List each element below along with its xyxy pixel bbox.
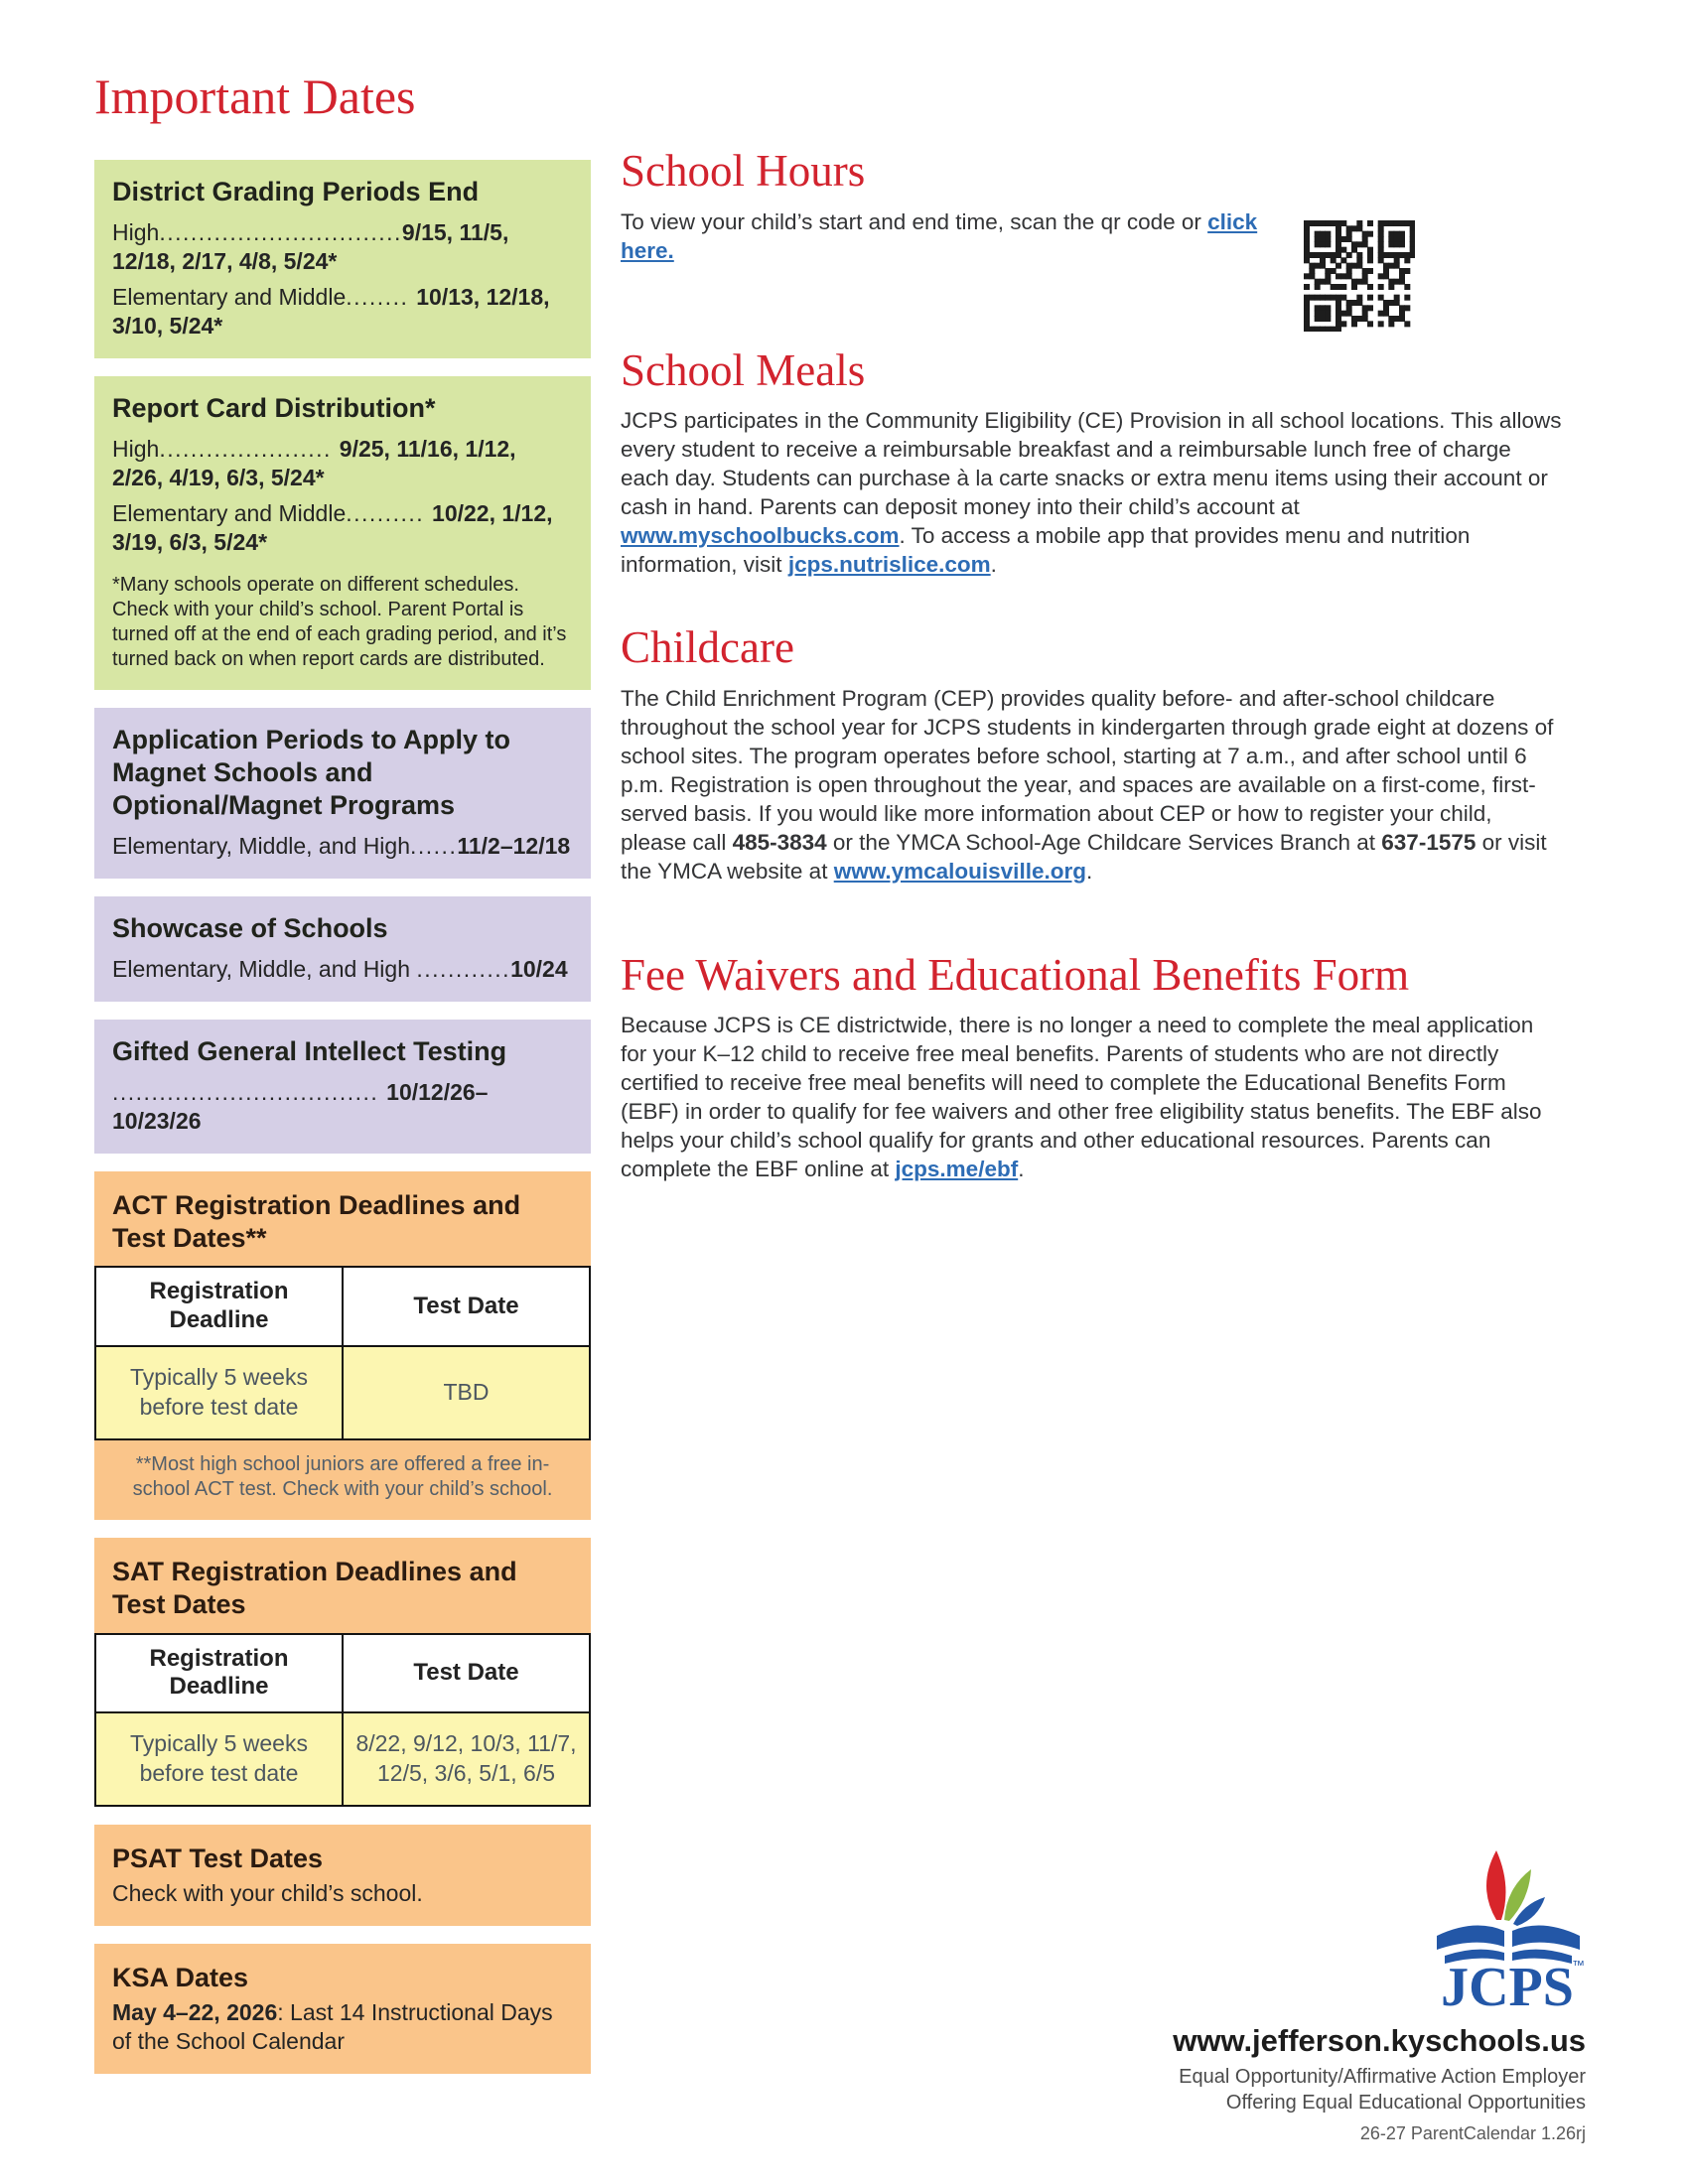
- ymca-link[interactable]: www.ymcalouisville.org: [833, 858, 1086, 884]
- childcare-section: [621, 623, 1564, 886]
- table-row: [95, 1346, 590, 1439]
- psat-title: PSAT Test Dates: [112, 1843, 324, 1874]
- psat-box: [94, 1825, 591, 1926]
- childcare-heading: Childcare: [621, 622, 794, 673]
- logo-flame-red: [1486, 1850, 1505, 1920]
- fee-waivers-text: Because JCPS is CE districtwide, there is no longer a need to complete the meal application for your K–12 child to receive free meal benefits. Parents of students who are not directly certified to receive free meal benefits will need to complete the Educational Benefits Form (EBF) in order to qualify for fee waivers and other free eligibility status benefits. The EBF also helps your child’s school qualify for grants and other educational resources. Parents can complete the EBF online at jcps.me/ebf.: [621, 1013, 1542, 1182]
- sat-table-header-registration: Registration Deadline: [95, 1634, 343, 1713]
- act-table-header-testdate: Test Date: [343, 1267, 590, 1346]
- school-hours-text: To view your child’s start and end time, scan the qr code or click here.: [621, 208, 1258, 263]
- myschoolbucks-link[interactable]: www.myschoolbucks.com: [621, 523, 900, 549]
- magnet-application-title: Application Periods to Apply to Magnet Schools and Optional/Magnet Programs: [112, 724, 511, 820]
- grading-periods-title: District Grading Periods End: [112, 177, 480, 206]
- ymca-phone: 637-1575: [1381, 829, 1477, 855]
- fee-waivers-section: [621, 951, 1564, 1184]
- document-version: 26-27 ParentCalendar 1.26rj: [1359, 2123, 1586, 2144]
- report-card-footnote: *Many schools operate on different schedules. Check with your child’s school. Parent Portal is turned off at the end of each grading period, and it’s turned back on when report cards are distributed.: [112, 573, 567, 670]
- fee-waivers-heading: Fee Waivers and Educational Benefits Form: [621, 949, 1410, 1000]
- click-here-link[interactable]: click here.: [621, 208, 1258, 263]
- ksa-box: [94, 1944, 591, 2074]
- showcase-title: Showcase of Schools: [112, 912, 388, 943]
- act-footnote: **Most high school juniors are offered a free in-school ACT test. Check with your child’s school.: [132, 1452, 553, 1500]
- nutrislice-link[interactable]: jcps.nutrislice.com: [787, 552, 991, 578]
- important-dates-column: [94, 69, 591, 2092]
- sat-table-cell-dates: 8/22, 9/12, 10/3, 11/7, 12/5, 3/6, 5/1, 6/5: [343, 1712, 590, 1806]
- info-column: [621, 147, 1564, 1183]
- jcps-logo: [1433, 1848, 1584, 2020]
- act-table: [94, 1266, 591, 1439]
- sat-box: [94, 1538, 591, 1807]
- equal-opportunity-line2: Offering Equal Educational Opportunities: [1225, 2092, 1586, 2115]
- sat-table-header-testdate: Test Date: [343, 1634, 590, 1713]
- district-url: www.jefferson.kyschools.us: [1173, 2023, 1586, 2058]
- childcare-text: The Child Enrichment Program (CEP) provides quality before- and after-school childcare throughout the school year for JCPS students in kindergarten through grade eight at dozens of school sites. The program operates before school, starting at 7 a.m., and after school until 6 p.m. Registration is open throughout the year, and spaces are available on a first-come, first-served basis. If you would like more information about CEP or how to register your child, please call 485-3834 or the YMCA School-Age Childcare Services Branch at 637-1575 or visit the YMCA website at www.ymcalouisville.org.: [621, 685, 1554, 884]
- table-row: [95, 1712, 590, 1806]
- sat-table: [94, 1633, 591, 1807]
- ksa-title: KSA Dates: [112, 1963, 249, 1992]
- sat-table-cell-deadline: Typically 5 weeks before test date: [95, 1712, 343, 1806]
- grading-periods-box: [94, 160, 591, 358]
- act-table-cell-date: TBD: [343, 1346, 590, 1439]
- showcase-box: [94, 896, 591, 1002]
- ebf-link[interactable]: jcps.me/ebf: [895, 1157, 1019, 1182]
- report-card-line-elem-middle: Elementary and Middle.......... 10/22, 1/12, 3/19, 6/3, 5/24*: [112, 499, 553, 555]
- cep-phone: 485-3834: [732, 829, 827, 855]
- school-hours-heading: School Hours: [621, 146, 866, 196]
- psat-body: Check with your child’s school.: [112, 1880, 423, 1906]
- gifted-testing-line: .................................. 10/12/26–10/23/26: [112, 1078, 489, 1134]
- gifted-testing-title: Gifted General Intellect Testing: [112, 1035, 507, 1066]
- act-box: [94, 1171, 591, 1520]
- svg-text:JCPS: JCPS: [1441, 1957, 1574, 2015]
- logo-book-left: [1437, 1926, 1504, 1950]
- footer: [831, 1848, 1586, 2144]
- report-card-line-high: High...................... 9/25, 11/16, 1/12, 2/26, 4/19, 6/3, 5/24*: [112, 435, 516, 490]
- report-card-title: Report Card Distribution*: [112, 392, 436, 423]
- school-meals-text: JCPS participates in the Community Eligibility (CE) Provision in all school locations. This allows every student to receive a reimbursable breakfast and a reimbursable lunch free of charge each day. Students can purchase à la carte snacks or extra menu items using their account or cash in hand. Parents can deposit money into their child’s account at www.myschoolbucks.com. To access a mobile app that provides menu and nutrition information, visit jcps.nutrislice.com.: [621, 408, 1562, 578]
- magnet-application-line: Elementary, Middle, and High......11/2–12/18: [112, 832, 571, 859]
- equal-opportunity-line1: Equal Opportunity/Affirmative Action Employer: [1179, 2066, 1586, 2089]
- grading-line-high: High...............................9/15, 11/5, 12/18, 2/17, 4/8, 5/24*: [112, 218, 509, 274]
- school-meals-heading: School Meals: [621, 344, 866, 395]
- act-table-cell-deadline: Typically 5 weeks before test date: [95, 1346, 343, 1439]
- ksa-body: May 4–22, 2026: Last 14 Instructional Days of the School Calendar: [112, 1998, 553, 2054]
- act-table-header-registration: Registration Deadline: [95, 1267, 343, 1346]
- magnet-application-box: [94, 708, 591, 879]
- gifted-testing-box: [94, 1020, 591, 1154]
- school-meals-section: [621, 346, 1564, 580]
- logo-book-right: [1512, 1926, 1580, 1950]
- school-hours-section: [621, 147, 1564, 265]
- page-title: Important Dates: [94, 68, 416, 124]
- sat-title: SAT Registration Deadlines and Test Dates: [112, 1556, 517, 1619]
- grading-line-elem-middle: Elementary and Middle........ 10/13, 12/18, 3/10, 5/24*: [112, 283, 550, 339]
- svg-text:™: ™: [1572, 1958, 1584, 1973]
- report-card-box: [94, 376, 591, 690]
- qr-code-icon: [1304, 220, 1415, 332]
- act-title: ACT Registration Deadlines and Test Dates**: [112, 1189, 521, 1253]
- showcase-line: Elementary, Middle, and High ............10/24: [112, 955, 568, 982]
